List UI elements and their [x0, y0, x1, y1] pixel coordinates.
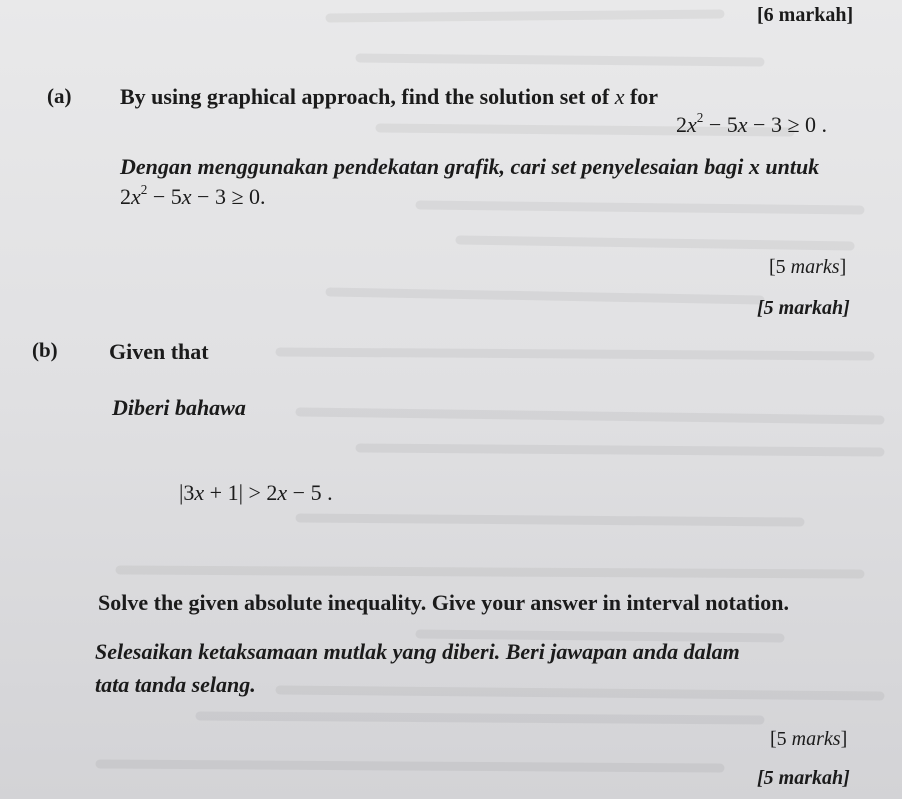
- question-a-label: (a): [47, 84, 72, 108]
- question-b-inequality: |3x + 1| > 2x − 5 .: [179, 480, 333, 505]
- question-b-instruction-ms-line2: tata tanda selang.: [95, 672, 256, 697]
- question-a-marks-en: [5 marks]: [769, 256, 847, 278]
- question-a-marks-ms: [5 markah]: [757, 297, 850, 319]
- question-a-en-text: By using graphical approach, find the solution set of x for: [120, 84, 659, 109]
- question-b-label: (b): [32, 338, 58, 362]
- question-b-marks-en: [5 marks]: [770, 728, 848, 750]
- question-b-marks-ms: [5 markah]: [757, 767, 850, 789]
- top-marks-ms: [6 markah]: [757, 4, 854, 26]
- question-b-instruction-ms-line1: Selesaikan ketaksamaan mutlak yang diberi. Beri jawapan anda dalam: [95, 639, 740, 664]
- question-a-en-math: $2x^2 - 5x - 3 \ge 0$ .: [676, 110, 828, 137]
- question-b-given-en: Given that: [109, 339, 209, 364]
- question-a-ms-math: $2x^2 - 5x - 3 \ge 0$.: [120, 182, 266, 209]
- question-a-ms-text: Dengan menggunakan pendekatan grafik, cari set penyelesaian bagi x untuk: [120, 154, 820, 179]
- question-b-given-ms: Diberi bahawa: [112, 395, 246, 420]
- question-b-instruction-en: Solve the given absolute inequality. Give your answer in interval notation.: [98, 590, 790, 615]
